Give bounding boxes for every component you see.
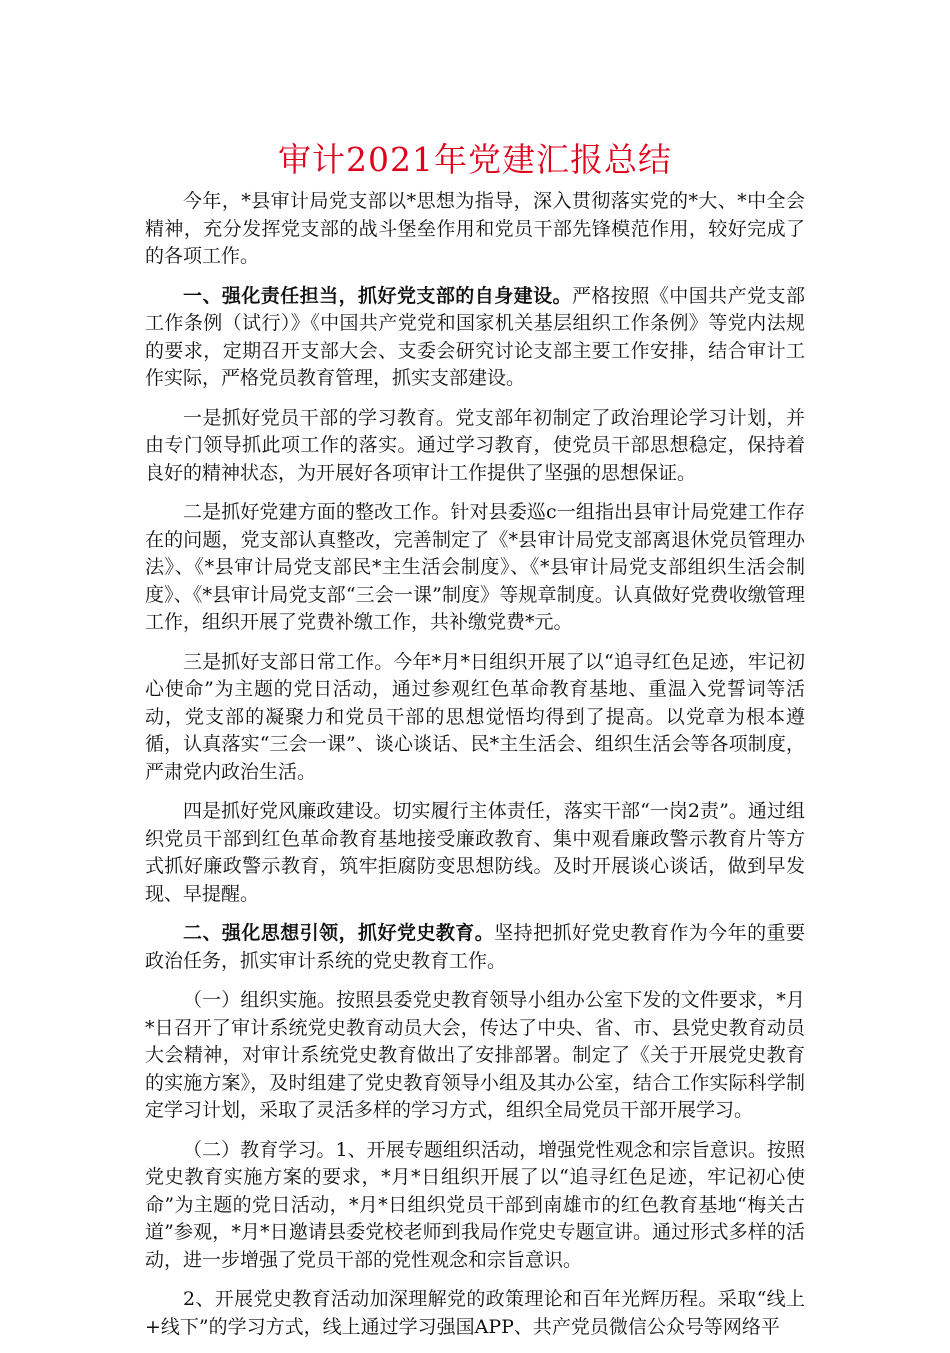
paragraph-organization: （一）组织实施。按照县委党史教育领导小组办公室下发的文件要求，*月*日召开了审计系统党史教育动员大会，传达了中央、省、市、县党史教育动员大会精神，对审计系统党史教育做出了安排部署。制定了《关于开展党史教育的实施方案》，及时组建了党史教育领导小组及其办公室，结合工作实际科学制定学习计划，采取了灵活多样的学习方式，组织全局党员干部开展学习。 (145, 989, 805, 1121)
section-1-text: 严格按照《中国共产党支部工作条例（试行）》《中国共产党党和国家机关基层组织工作条例》等党内法规的要求，定期召开支部大会、支委会研究讨论支部主要工作安排，结合审计工作实际，严格党员教育管理，抓实支部建设。 (145, 284, 805, 389)
section-2-text: 坚持把抓好党史教育作为今年的重要政治任务，抓实审计系统的党史教育工作。 (145, 922, 805, 972)
paragraph-rectification: 二是抓好党建方面的整改工作。针对县委巡c一组指出县审计局党建工作存在的问题，党支部认真整改，完善制定了《*县审计局党支部离退休党员管理办法》、《*县审计局党支部民*主生活会制度》、《*县审计局党支部组织生活会制度》、《*县审计局党支部“三会一课”制度》等规章制度。认真做好党费收缴管理工作，组织开展了党费补缴工作，共补缴党费*元。 (145, 501, 805, 633)
section-1-paragraph (145, 283, 805, 393)
paragraph-integrity: 四是抓好党风廉政建设。切实履行主体责任，落实干部“一岗2责”。通过组织党员干部到红色革命教育基地接受廉政教育、集中观看廉政警示教育片等方式抓好廉政警示教育，筑牢拒腐防变思想防线。及时开展谈心谈话，做到早发现、早提醒。 (145, 800, 805, 905)
paragraph-daily-work: 三是抓好支部日常工作。今年*月*日组织开展了以“追寻红色足迹，牢记初心使命”为主题的党日活动，通过参观红色革命教育基地、重温入党誓词等活动，党支部的凝聚力和党员干部的思想觉悟均得到了提高。以党章为根本遵循，认真落实“三会一课”、谈心谈话、民*主生活会、组织生活会等各项制度，严肃党内政治生活。 (145, 650, 805, 783)
document-body (145, 188, 805, 1353)
document-title: 审计2021年党建汇报总结 (278, 140, 672, 179)
section-2-paragraph (145, 920, 805, 975)
section-1-heading: 一、强化责任担当，抓好党支部的自身建设。 (183, 284, 573, 307)
paragraph-history-activities: 2、开展党史教育活动加深理解党的政策理论和百年光辉历程。采取“线上+线下”的学习方式，线上通过学习强国APP、共产党员微信公众号等网络平 (145, 1288, 805, 1338)
intro-paragraph: 今年，*县审计局党支部以*思想为指导，深入贯彻落实党的*大、*中全会精神，充分发挥党支部的战斗堡垒作用和党员干部先锋模范作用，较好完成了的各项工作。 (145, 190, 805, 267)
paragraph-study-education: 一是抓好党员干部的学习教育。党支部年初制定了政治理论学习计划，并由专门领导抓此项工作的落实。通过学习教育，使党员干部思想稳定，保持着良好的精神状态，为开展好各项审计工作提供了坚强的思想保证。 (145, 406, 805, 484)
paragraph-education-study: （二）教育学习。1、开展专题组织活动，增强党性观念和宗旨意识。按照党史教育实施方案的要求，*月*日组织开展了以“追寻红色足迹，牢记初心使命”为主题的党日活动，*月*日组织党员干部到南雄市的红色教育基地“梅关古道”参观，*月*日邀请县委党校老师到我局作党史专题宣讲。通过形式多样的活动，进一步增强了党员干部的党性观念和宗旨意识。 (145, 1138, 805, 1271)
section-2-heading: 二、强化思想引领，抓好党史教育。 (183, 922, 495, 944)
